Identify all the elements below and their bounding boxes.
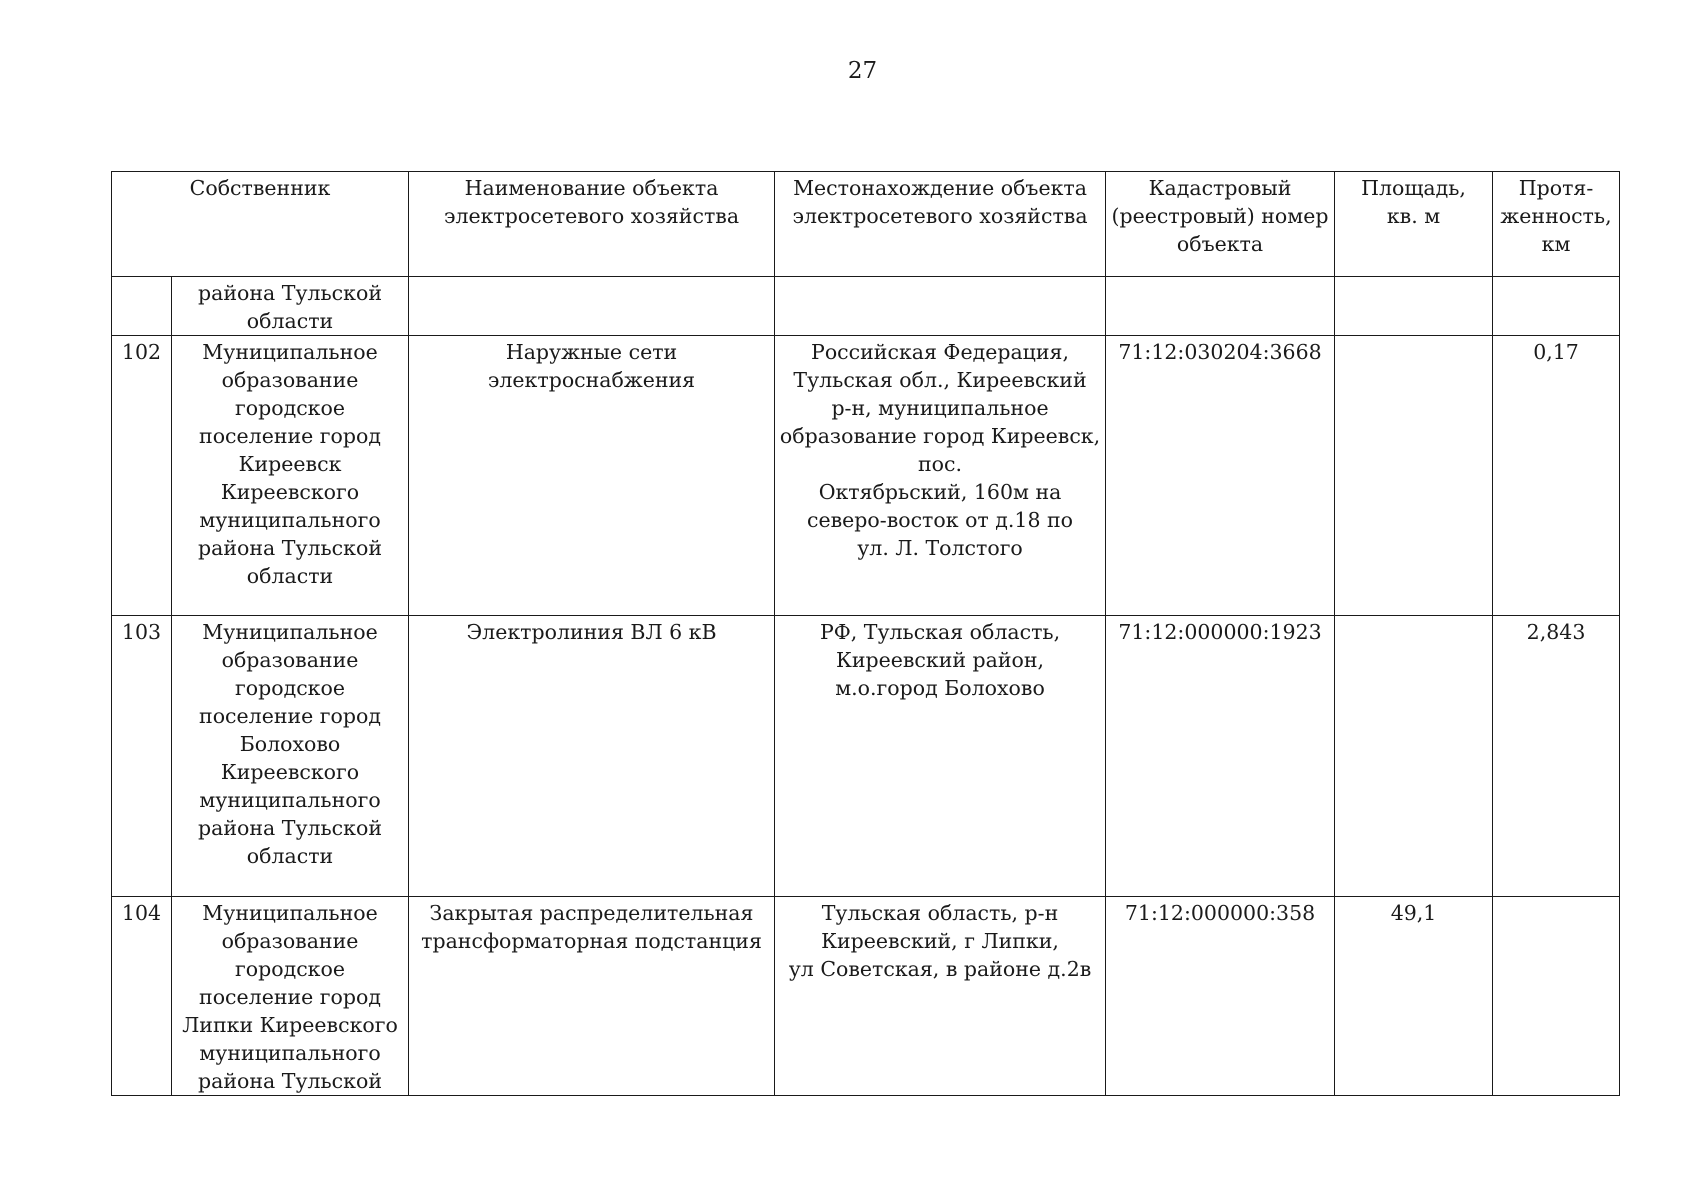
- header-cadastral-number: Кадастровый (реестровый) номер объекта: [1106, 172, 1335, 277]
- cell-object-name: Электролиния ВЛ 6 кВ: [409, 616, 775, 897]
- cell-owner: района Тульской области: [172, 277, 409, 336]
- cell-row-number: [112, 277, 172, 336]
- page-number: 27: [847, 58, 878, 84]
- cell-area: 49,1: [1335, 897, 1493, 1096]
- cell-object-name: [409, 277, 775, 336]
- table-row: [112, 616, 1620, 897]
- header-area: Площадь, кв. м: [1335, 172, 1493, 277]
- cell-cadastral-number: [1106, 277, 1335, 336]
- cell-location: РФ, Тульская область, Киреевский район, м.о.город Болохово: [775, 616, 1106, 897]
- cell-row-number: 103: [112, 616, 172, 897]
- cell-length: 2,843: [1493, 616, 1620, 897]
- cell-location: Российская Федерация, Тульская обл., Киреевский р-н, муниципальное образование город Киреевск, пос. Октябрьский, 160м на северо-восток от д.18 по ул. Л. Толстого: [775, 336, 1106, 616]
- cell-row-number: 104: [112, 897, 172, 1096]
- header-location: Местонахождение объекта электросетевого хозяйства: [775, 172, 1106, 277]
- cell-area: [1335, 336, 1493, 616]
- header-length: Протя- женность, км: [1493, 172, 1620, 277]
- cell-length: 0,17: [1493, 336, 1620, 616]
- cell-length: [1493, 277, 1620, 336]
- cell-area: [1335, 616, 1493, 897]
- cell-area: [1335, 277, 1493, 336]
- header-owner: Собственник: [112, 172, 409, 277]
- cell-owner: Муниципальное образование городское поселение город Киреевск Киреевского муниципального района Тульской области: [172, 336, 409, 616]
- cell-cadastral-number: 71:12:000000:1923: [1106, 616, 1335, 897]
- cell-object-name: Наружные сети электроснабжения: [409, 336, 775, 616]
- cell-owner: Муниципальное образование городское поселение город Липки Киреевского муниципального района Тульской: [172, 897, 409, 1096]
- cell-cadastral-number: 71:12:030204:3668: [1106, 336, 1335, 616]
- table-row: [112, 336, 1620, 616]
- cell-cadastral-number: 71:12:000000:358: [1106, 897, 1335, 1096]
- cell-location: [775, 277, 1106, 336]
- cell-location: Тульская область, р-н Киреевский, г Липки, ул Советская, в районе д.2в: [775, 897, 1106, 1096]
- header-object-name: Наименование объекта электросетевого хозяйства: [409, 172, 775, 277]
- cell-length: [1493, 897, 1620, 1096]
- table-header-row: [112, 172, 1620, 277]
- cell-object-name: Закрытая распределительная трансформаторная подстанция: [409, 897, 775, 1096]
- table-row-continuation: [112, 277, 1620, 336]
- table-row: [112, 897, 1620, 1096]
- property-registry-table: [111, 171, 1620, 1096]
- cell-owner: Муниципальное образование городское поселение город Болохово Киреевского муниципального района Тульской области: [172, 616, 409, 897]
- cell-row-number: 102: [112, 336, 172, 616]
